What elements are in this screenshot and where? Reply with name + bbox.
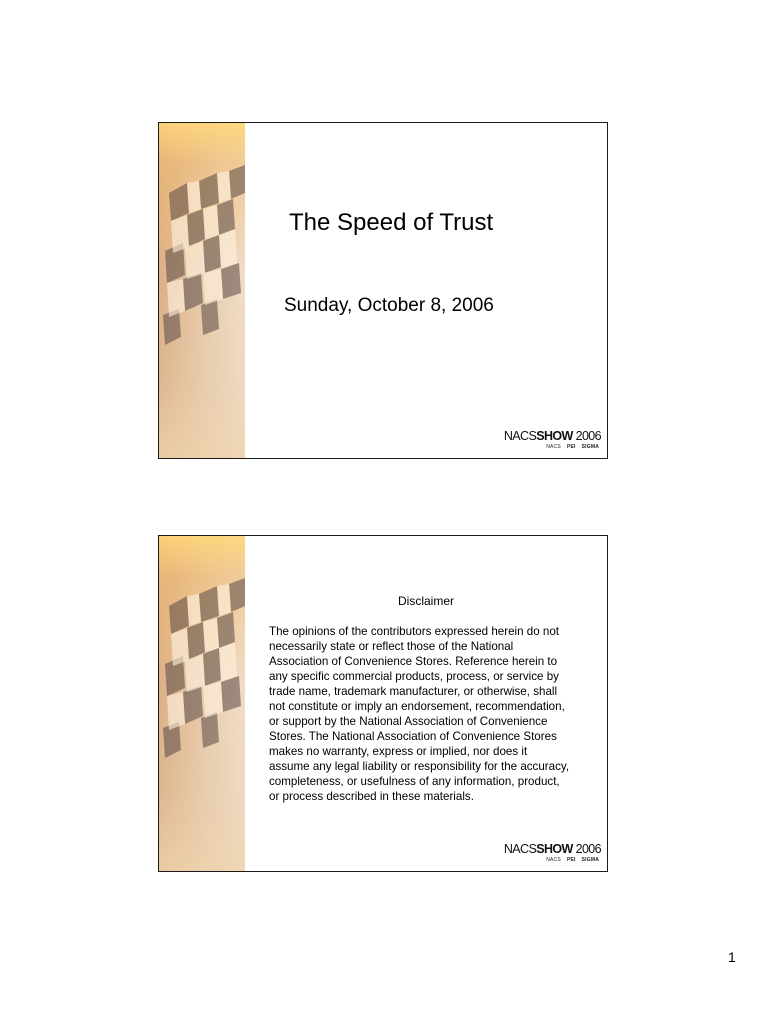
slide-title	[158, 122, 608, 459]
logo-wordmark: NACSSHOW 2006	[503, 429, 601, 443]
disclaimer-line: Association of Convenience Stores. Reference herein to	[269, 655, 558, 668]
checkered-flag-decoration	[159, 123, 245, 458]
slide-date-text: Sunday, October 8, 2006	[284, 295, 494, 316]
nacs-show-logo	[505, 429, 601, 453]
disclaimer-line: necessarily state or reflect those of the National	[269, 640, 514, 653]
checkered-flag-decoration	[159, 536, 245, 871]
page-number: 1	[728, 949, 736, 965]
disclaimer-heading: Disclaimer	[397, 594, 454, 608]
logo-sponsors: NACS PEI SIGMA	[546, 857, 599, 863]
disclaimer-line: or support by the National Association of Convenience	[269, 715, 548, 728]
disclaimer-line: any specific commercial products, process, or service by	[269, 670, 559, 683]
nacs-show-logo	[505, 842, 601, 866]
slide-disclaimer	[158, 535, 608, 872]
disclaimer-line: completeness, or usefulness of any information, product,	[269, 775, 560, 788]
logo-sponsors: NACS PEI SIGMA	[546, 444, 599, 450]
disclaimer-body	[269, 624, 599, 804]
disclaimer-line: makes no warranty, express or implied, nor does it	[269, 745, 528, 758]
disclaimer-line: not constitute or imply an endorsement, recommendation,	[269, 700, 565, 713]
disclaimer-line: Stores. The National Association of Convenience Stores	[269, 730, 557, 743]
disclaimer-line: or process described in these materials.	[269, 790, 474, 803]
logo-wordmark: NACSSHOW 2006	[503, 842, 601, 856]
disclaimer-line: assume any legal liability or responsibility for the accuracy,	[269, 760, 570, 773]
slide-title-text: The Speed of Trust	[289, 209, 494, 236]
disclaimer-line: The opinions of the contributors expressed herein do not	[269, 625, 560, 638]
disclaimer-line: trade name, trademark manufacturer, or otherwise, shall	[269, 685, 558, 698]
